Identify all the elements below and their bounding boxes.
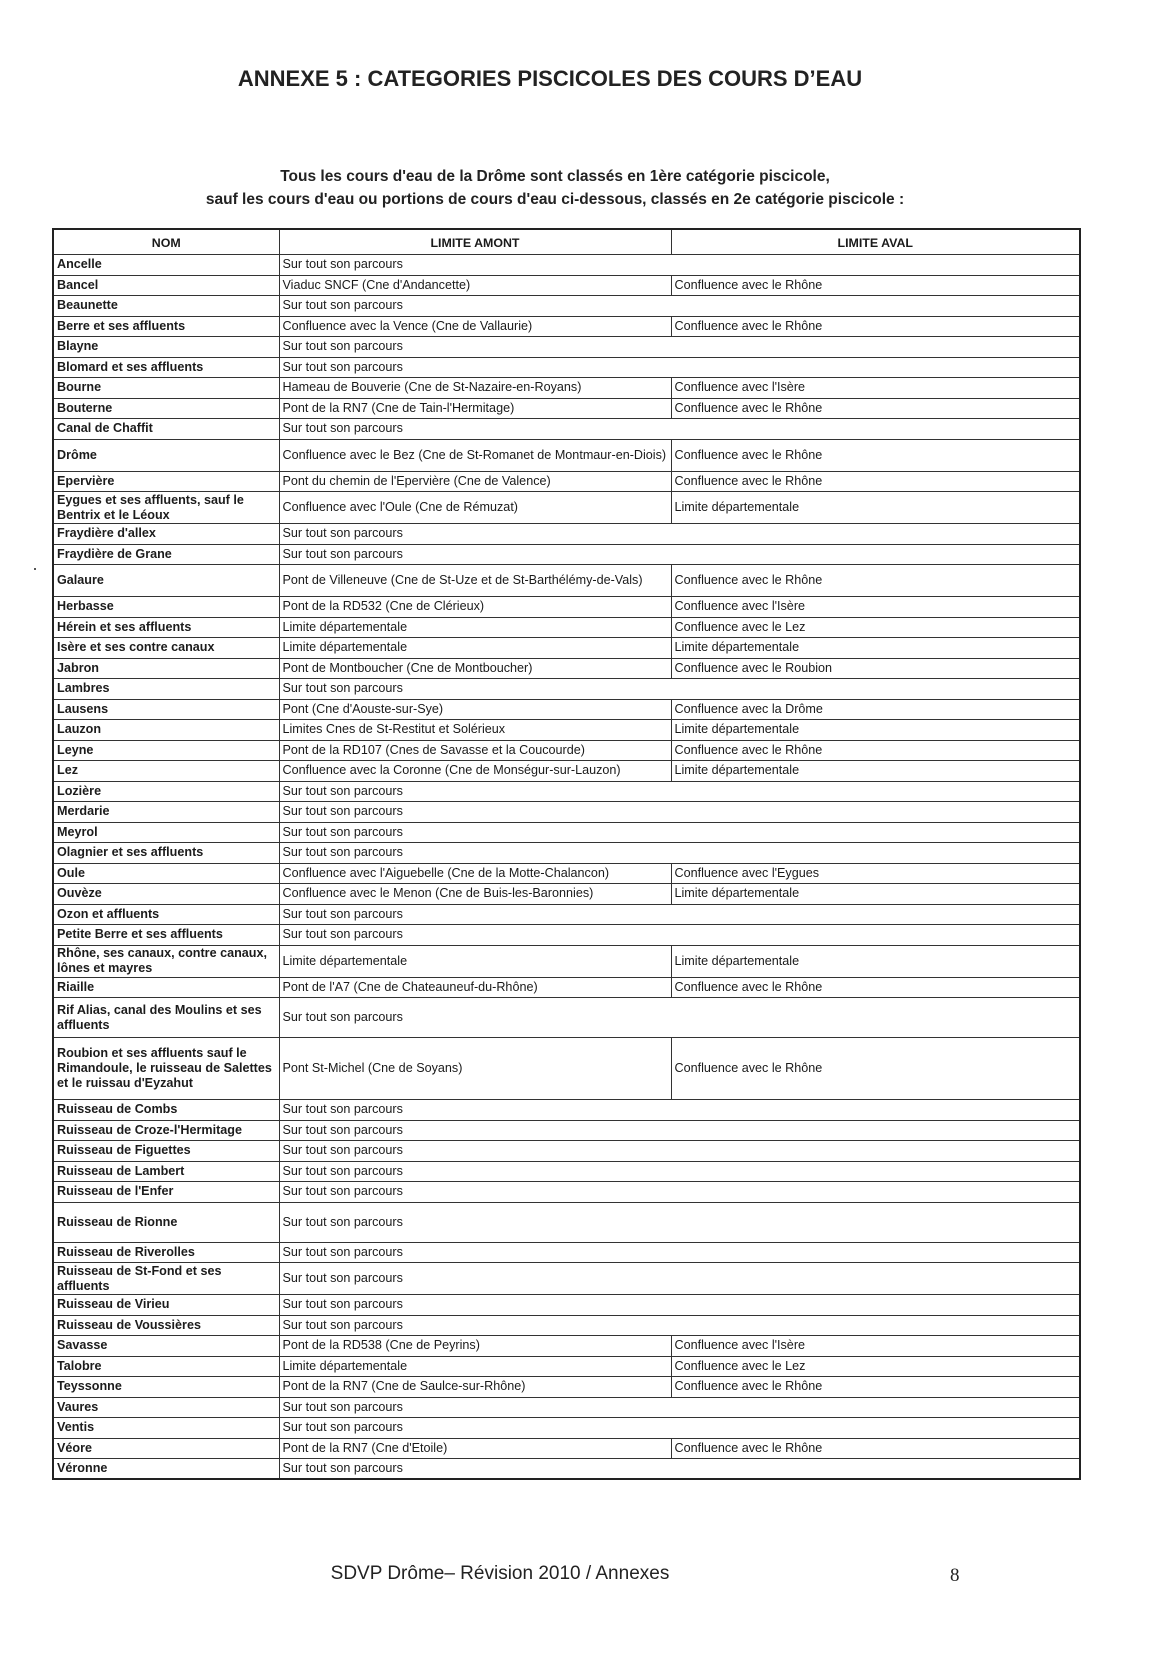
cell-limite-amont: Pont de Villeneuve (Cne de St-Uze et de St-Barthélémy-de-Vals) — [279, 565, 671, 597]
table-row — [53, 439, 1080, 471]
table-row — [53, 1459, 1080, 1480]
table-row — [53, 378, 1080, 399]
table-row — [53, 720, 1080, 741]
table-row — [53, 565, 1080, 597]
cell-sur-tout-son-parcours: Sur tout son parcours — [279, 822, 1080, 843]
table-row — [53, 492, 1080, 524]
cell-nom: Fraydière d'allex — [53, 524, 279, 545]
cell-nom: Meyrol — [53, 822, 279, 843]
intro-line-1: Tous les cours d'eau de la Drôme sont classés en 1ère catégorie piscicole, — [280, 168, 830, 185]
table-row — [53, 337, 1080, 358]
cell-sur-tout-son-parcours: Sur tout son parcours — [279, 843, 1080, 864]
table-row — [53, 255, 1080, 276]
table-row — [53, 998, 1080, 1038]
table-row — [53, 658, 1080, 679]
table-row — [53, 699, 1080, 720]
cell-limite-amont: Confluence avec le Menon (Cne de Buis-les-Baronnies) — [279, 884, 671, 905]
cell-nom: Teyssonne — [53, 1377, 279, 1398]
cell-limite-amont: Pont (Cne d'Aouste-sur-Sye) — [279, 699, 671, 720]
table-row — [53, 544, 1080, 565]
header-limite-aval: LIMITE AVAL — [671, 229, 1080, 255]
cell-nom: Epervière — [53, 471, 279, 492]
table-row — [53, 679, 1080, 700]
cell-nom: Vaures — [53, 1397, 279, 1418]
cell-limite-amont: Limite départementale — [279, 617, 671, 638]
cell-limite-amont: Pont de la RN7 (Cne de Tain-l'Hermitage) — [279, 398, 671, 419]
table-row — [53, 945, 1080, 977]
cell-limite-aval: Confluence avec l'Isère — [671, 1336, 1080, 1357]
table-row — [53, 1182, 1080, 1203]
cell-sur-tout-son-parcours: Sur tout son parcours — [279, 1161, 1080, 1182]
cell-sur-tout-son-parcours: Sur tout son parcours — [279, 419, 1080, 440]
table-row — [53, 1418, 1080, 1439]
cell-sur-tout-son-parcours: Sur tout son parcours — [279, 1141, 1080, 1162]
cell-limite-aval: Confluence avec le Rhône — [671, 740, 1080, 761]
cell-nom: Talobre — [53, 1356, 279, 1377]
cell-limite-amont: Pont de Montboucher (Cne de Montboucher) — [279, 658, 671, 679]
cell-nom: Ruisseau de Lambert — [53, 1161, 279, 1182]
cell-limite-amont: Confluence avec l'Aiguebelle (Cne de la Motte-Chalancon) — [279, 863, 671, 884]
cell-nom: Lez — [53, 761, 279, 782]
cell-sur-tout-son-parcours: Sur tout son parcours — [279, 357, 1080, 378]
cell-sur-tout-son-parcours: Sur tout son parcours — [279, 1418, 1080, 1439]
cell-limite-amont: Limite départementale — [279, 1356, 671, 1377]
table-row — [53, 1161, 1080, 1182]
cell-limite-amont: Pont de la RN7 (Cne de Saulce-sur-Rhône) — [279, 1377, 671, 1398]
cell-limite-amont: Limite départementale — [279, 945, 671, 977]
cell-nom: Herbasse — [53, 597, 279, 618]
table-row — [53, 884, 1080, 905]
table-row — [53, 863, 1080, 884]
table-row — [53, 1315, 1080, 1336]
cell-nom: Blayne — [53, 337, 279, 358]
cell-limite-aval: Limite départementale — [671, 638, 1080, 659]
cell-sur-tout-son-parcours: Sur tout son parcours — [279, 1120, 1080, 1141]
table-row — [53, 1377, 1080, 1398]
cell-nom: Lausens — [53, 699, 279, 720]
cell-nom: Drôme — [53, 439, 279, 471]
cell-sur-tout-son-parcours: Sur tout son parcours — [279, 1242, 1080, 1263]
table-row — [53, 419, 1080, 440]
cell-nom: Ouvèze — [53, 884, 279, 905]
cell-nom: Berre et ses affluents — [53, 316, 279, 337]
table-row — [53, 1120, 1080, 1141]
cell-limite-aval: Confluence avec le Rhône — [671, 275, 1080, 296]
header-nom: NOM — [53, 229, 279, 255]
cell-limite-aval: Confluence avec le Lez — [671, 617, 1080, 638]
cell-limite-aval: Limite départementale — [671, 761, 1080, 782]
cell-nom: Galaure — [53, 565, 279, 597]
page-footer: SDVP Drôme– Révision 2010 / Annexes — [330, 1563, 670, 1584]
cell-limite-amont: Confluence avec la Coronne (Cne de Monségur-sur-Lauzon) — [279, 761, 671, 782]
cell-nom: Leyne — [53, 740, 279, 761]
cell-sur-tout-son-parcours: Sur tout son parcours — [279, 781, 1080, 802]
cell-nom: Lauzon — [53, 720, 279, 741]
cell-sur-tout-son-parcours: Sur tout son parcours — [279, 296, 1080, 317]
cell-limite-aval: Confluence avec le Rhône — [671, 565, 1080, 597]
table-row — [53, 398, 1080, 419]
cell-nom: Fraydière de Grane — [53, 544, 279, 565]
cell-sur-tout-son-parcours: Sur tout son parcours — [279, 337, 1080, 358]
cell-limite-aval: Confluence avec le Rhône — [671, 1438, 1080, 1459]
cell-limite-aval: Confluence avec le Rhône — [671, 471, 1080, 492]
cell-sur-tout-son-parcours: Sur tout son parcours — [279, 1295, 1080, 1316]
cell-limite-aval: Confluence avec l'Eygues — [671, 863, 1080, 884]
cell-nom: Ruisseau de Rionne — [53, 1202, 279, 1242]
cell-nom: Merdarie — [53, 802, 279, 823]
cell-limite-aval: Limite départementale — [671, 492, 1080, 524]
intro-text — [0, 165, 1110, 211]
cell-nom: Ruisseau de Virieu — [53, 1295, 279, 1316]
cell-nom: Véore — [53, 1438, 279, 1459]
cell-nom: Véronne — [53, 1459, 279, 1480]
cell-nom: Ruisseau de Voussières — [53, 1315, 279, 1336]
cell-limite-aval: Confluence avec le Lez — [671, 1356, 1080, 1377]
table-row — [53, 740, 1080, 761]
cell-limite-amont: Pont de l'A7 (Cne de Chateauneuf-du-Rhône) — [279, 977, 671, 998]
cell-limite-aval: Confluence avec le Rhône — [671, 316, 1080, 337]
cell-nom: Blomard et ses affluents — [53, 357, 279, 378]
cell-limite-amont: Hameau de Bouverie (Cne de St-Nazaire-en-Royans) — [279, 378, 671, 399]
table-row — [53, 617, 1080, 638]
table-row — [53, 1263, 1080, 1295]
table-row — [53, 597, 1080, 618]
cell-nom: Ruisseau de Combs — [53, 1100, 279, 1121]
table-row — [53, 1100, 1080, 1121]
table-row — [53, 1295, 1080, 1316]
table-row — [53, 316, 1080, 337]
cell-nom: Bouterne — [53, 398, 279, 419]
table-row — [53, 357, 1080, 378]
cell-nom: Ruisseau de Figuettes — [53, 1141, 279, 1162]
table-row — [53, 1242, 1080, 1263]
cell-limite-amont: Pont de la RD538 (Cne de Peyrins) — [279, 1336, 671, 1357]
cell-nom: Ruisseau de Croze-l'Hermitage — [53, 1120, 279, 1141]
cell-nom: Lambres — [53, 679, 279, 700]
cell-sur-tout-son-parcours: Sur tout son parcours — [279, 1182, 1080, 1203]
cell-limite-amont: Pont de la RD532 (Cne de Clérieux) — [279, 597, 671, 618]
cell-limite-amont: Pont de la RD107 (Cnes de Savasse et la Coucourde) — [279, 740, 671, 761]
cell-nom: Ruisseau de l'Enfer — [53, 1182, 279, 1203]
cell-limite-amont: Pont de la RN7 (Cne d'Etoile) — [279, 1438, 671, 1459]
cell-limite-amont: Confluence avec l'Oule (Cne de Rémuzat) — [279, 492, 671, 524]
table-row — [53, 822, 1080, 843]
cell-nom: Ventis — [53, 1418, 279, 1439]
cell-sur-tout-son-parcours: Sur tout son parcours — [279, 1202, 1080, 1242]
table-row — [53, 1438, 1080, 1459]
cell-limite-aval: Limite départementale — [671, 720, 1080, 741]
table-row — [53, 296, 1080, 317]
cell-nom: Petite Berre et ses affluents — [53, 925, 279, 946]
cell-limite-amont: Pont St-Michel (Cne de Soyans) — [279, 1038, 671, 1100]
table-row — [53, 761, 1080, 782]
cell-nom: Jabron — [53, 658, 279, 679]
table-row — [53, 1356, 1080, 1377]
table-row — [53, 524, 1080, 545]
cell-nom: Riaille — [53, 977, 279, 998]
header-limite-amont: LIMITE AMONT — [279, 229, 671, 255]
cell-nom: Roubion et ses affluents sauf le Rimandoule, le ruisseau de Salettes et le ruissau d'Eyzahut — [53, 1038, 279, 1100]
table-row — [53, 925, 1080, 946]
cell-limite-aval: Confluence avec le Rhône — [671, 977, 1080, 998]
table-row — [53, 471, 1080, 492]
table-row — [53, 1141, 1080, 1162]
cell-limite-aval: Confluence avec le Rhône — [671, 398, 1080, 419]
cell-limite-aval: Confluence avec le Rhône — [671, 1377, 1080, 1398]
cell-limite-amont: Limite départementale — [279, 638, 671, 659]
cell-nom: Savasse — [53, 1336, 279, 1357]
table-header-row — [53, 229, 1080, 255]
cell-sur-tout-son-parcours: Sur tout son parcours — [279, 802, 1080, 823]
cell-limite-amont: Viaduc SNCF (Cne d'Andancette) — [279, 275, 671, 296]
cell-limite-aval: Confluence avec l'Isère — [671, 378, 1080, 399]
cell-limite-amont: Pont du chemin de l'Epervière (Cne de Valence) — [279, 471, 671, 492]
cell-limite-aval: Confluence avec la Drôme — [671, 699, 1080, 720]
cell-sur-tout-son-parcours: Sur tout son parcours — [279, 524, 1080, 545]
page-number: 8 — [950, 1565, 960, 1586]
scan-speck — [34, 568, 36, 570]
cell-sur-tout-son-parcours: Sur tout son parcours — [279, 679, 1080, 700]
cell-sur-tout-son-parcours: Sur tout son parcours — [279, 998, 1080, 1038]
cell-nom: Isère et ses contre canaux — [53, 638, 279, 659]
fish-category-table — [52, 228, 1081, 1480]
cell-nom: Rif Alias, canal des Moulins et ses affluents — [53, 998, 279, 1038]
table-row — [53, 1397, 1080, 1418]
cell-limite-aval: Confluence avec le Rhône — [671, 1038, 1080, 1100]
table-row — [53, 1336, 1080, 1357]
table-row — [53, 1038, 1080, 1100]
table-row — [53, 977, 1080, 998]
cell-nom: Olagnier et ses affluents — [53, 843, 279, 864]
cell-limite-amont: Confluence avec la Vence (Cne de Vallaurie) — [279, 316, 671, 337]
cell-sur-tout-son-parcours: Sur tout son parcours — [279, 925, 1080, 946]
cell-nom: Ruisseau de Riverolles — [53, 1242, 279, 1263]
table-row — [53, 843, 1080, 864]
cell-limite-aval: Confluence avec le Roubion — [671, 658, 1080, 679]
cell-nom: Bancel — [53, 275, 279, 296]
intro-line-2: sauf les cours d'eau ou portions de cours d'eau ci-dessous, classés en 2e catégorie piscicole : — [205, 191, 905, 208]
cell-nom: Ruisseau de St-Fond et ses affluents — [53, 1263, 279, 1295]
cell-nom: Canal de Chaffit — [53, 419, 279, 440]
cell-sur-tout-son-parcours: Sur tout son parcours — [279, 1315, 1080, 1336]
cell-limite-amont: Limites Cnes de St-Restitut et Solérieux — [279, 720, 671, 741]
cell-nom: Oule — [53, 863, 279, 884]
table-row — [53, 802, 1080, 823]
cell-limite-aval: Limite départementale — [671, 884, 1080, 905]
cell-sur-tout-son-parcours: Sur tout son parcours — [279, 1397, 1080, 1418]
table-row — [53, 781, 1080, 802]
cell-sur-tout-son-parcours: Sur tout son parcours — [279, 1100, 1080, 1121]
cell-limite-aval: Confluence avec le Rhône — [671, 439, 1080, 471]
table-body — [53, 255, 1080, 1480]
cell-limite-aval: Limite départementale — [671, 945, 1080, 977]
cell-limite-amont: Confluence avec le Bez (Cne de St-Romanet de Montmaur-en-Diois) — [279, 439, 671, 471]
cell-nom: Ozon et affluents — [53, 904, 279, 925]
cell-nom: Lozière — [53, 781, 279, 802]
cell-sur-tout-son-parcours: Sur tout son parcours — [279, 1263, 1080, 1295]
table-row — [53, 1202, 1080, 1242]
cell-nom: Beaunette — [53, 296, 279, 317]
cell-nom: Hérein et ses affluents — [53, 617, 279, 638]
cell-limite-aval: Confluence avec l'Isère — [671, 597, 1080, 618]
cell-sur-tout-son-parcours: Sur tout son parcours — [279, 255, 1080, 276]
document-title: ANNEXE 5 : CATEGORIES PISCICOLES DES COURS D’EAU — [237, 66, 863, 91]
cell-nom: Ancelle — [53, 255, 279, 276]
cell-nom: Eygues et ses affluents, sauf le Bentrix et le Léoux — [53, 492, 279, 524]
cell-sur-tout-son-parcours: Sur tout son parcours — [279, 544, 1080, 565]
cell-sur-tout-son-parcours: Sur tout son parcours — [279, 904, 1080, 925]
table-row — [53, 904, 1080, 925]
cell-nom: Rhône, ses canaux, contre canaux, lônes et mayres — [53, 945, 279, 977]
cell-sur-tout-son-parcours: Sur tout son parcours — [279, 1459, 1080, 1480]
table-row — [53, 275, 1080, 296]
table-row — [53, 638, 1080, 659]
cell-nom: Bourne — [53, 378, 279, 399]
